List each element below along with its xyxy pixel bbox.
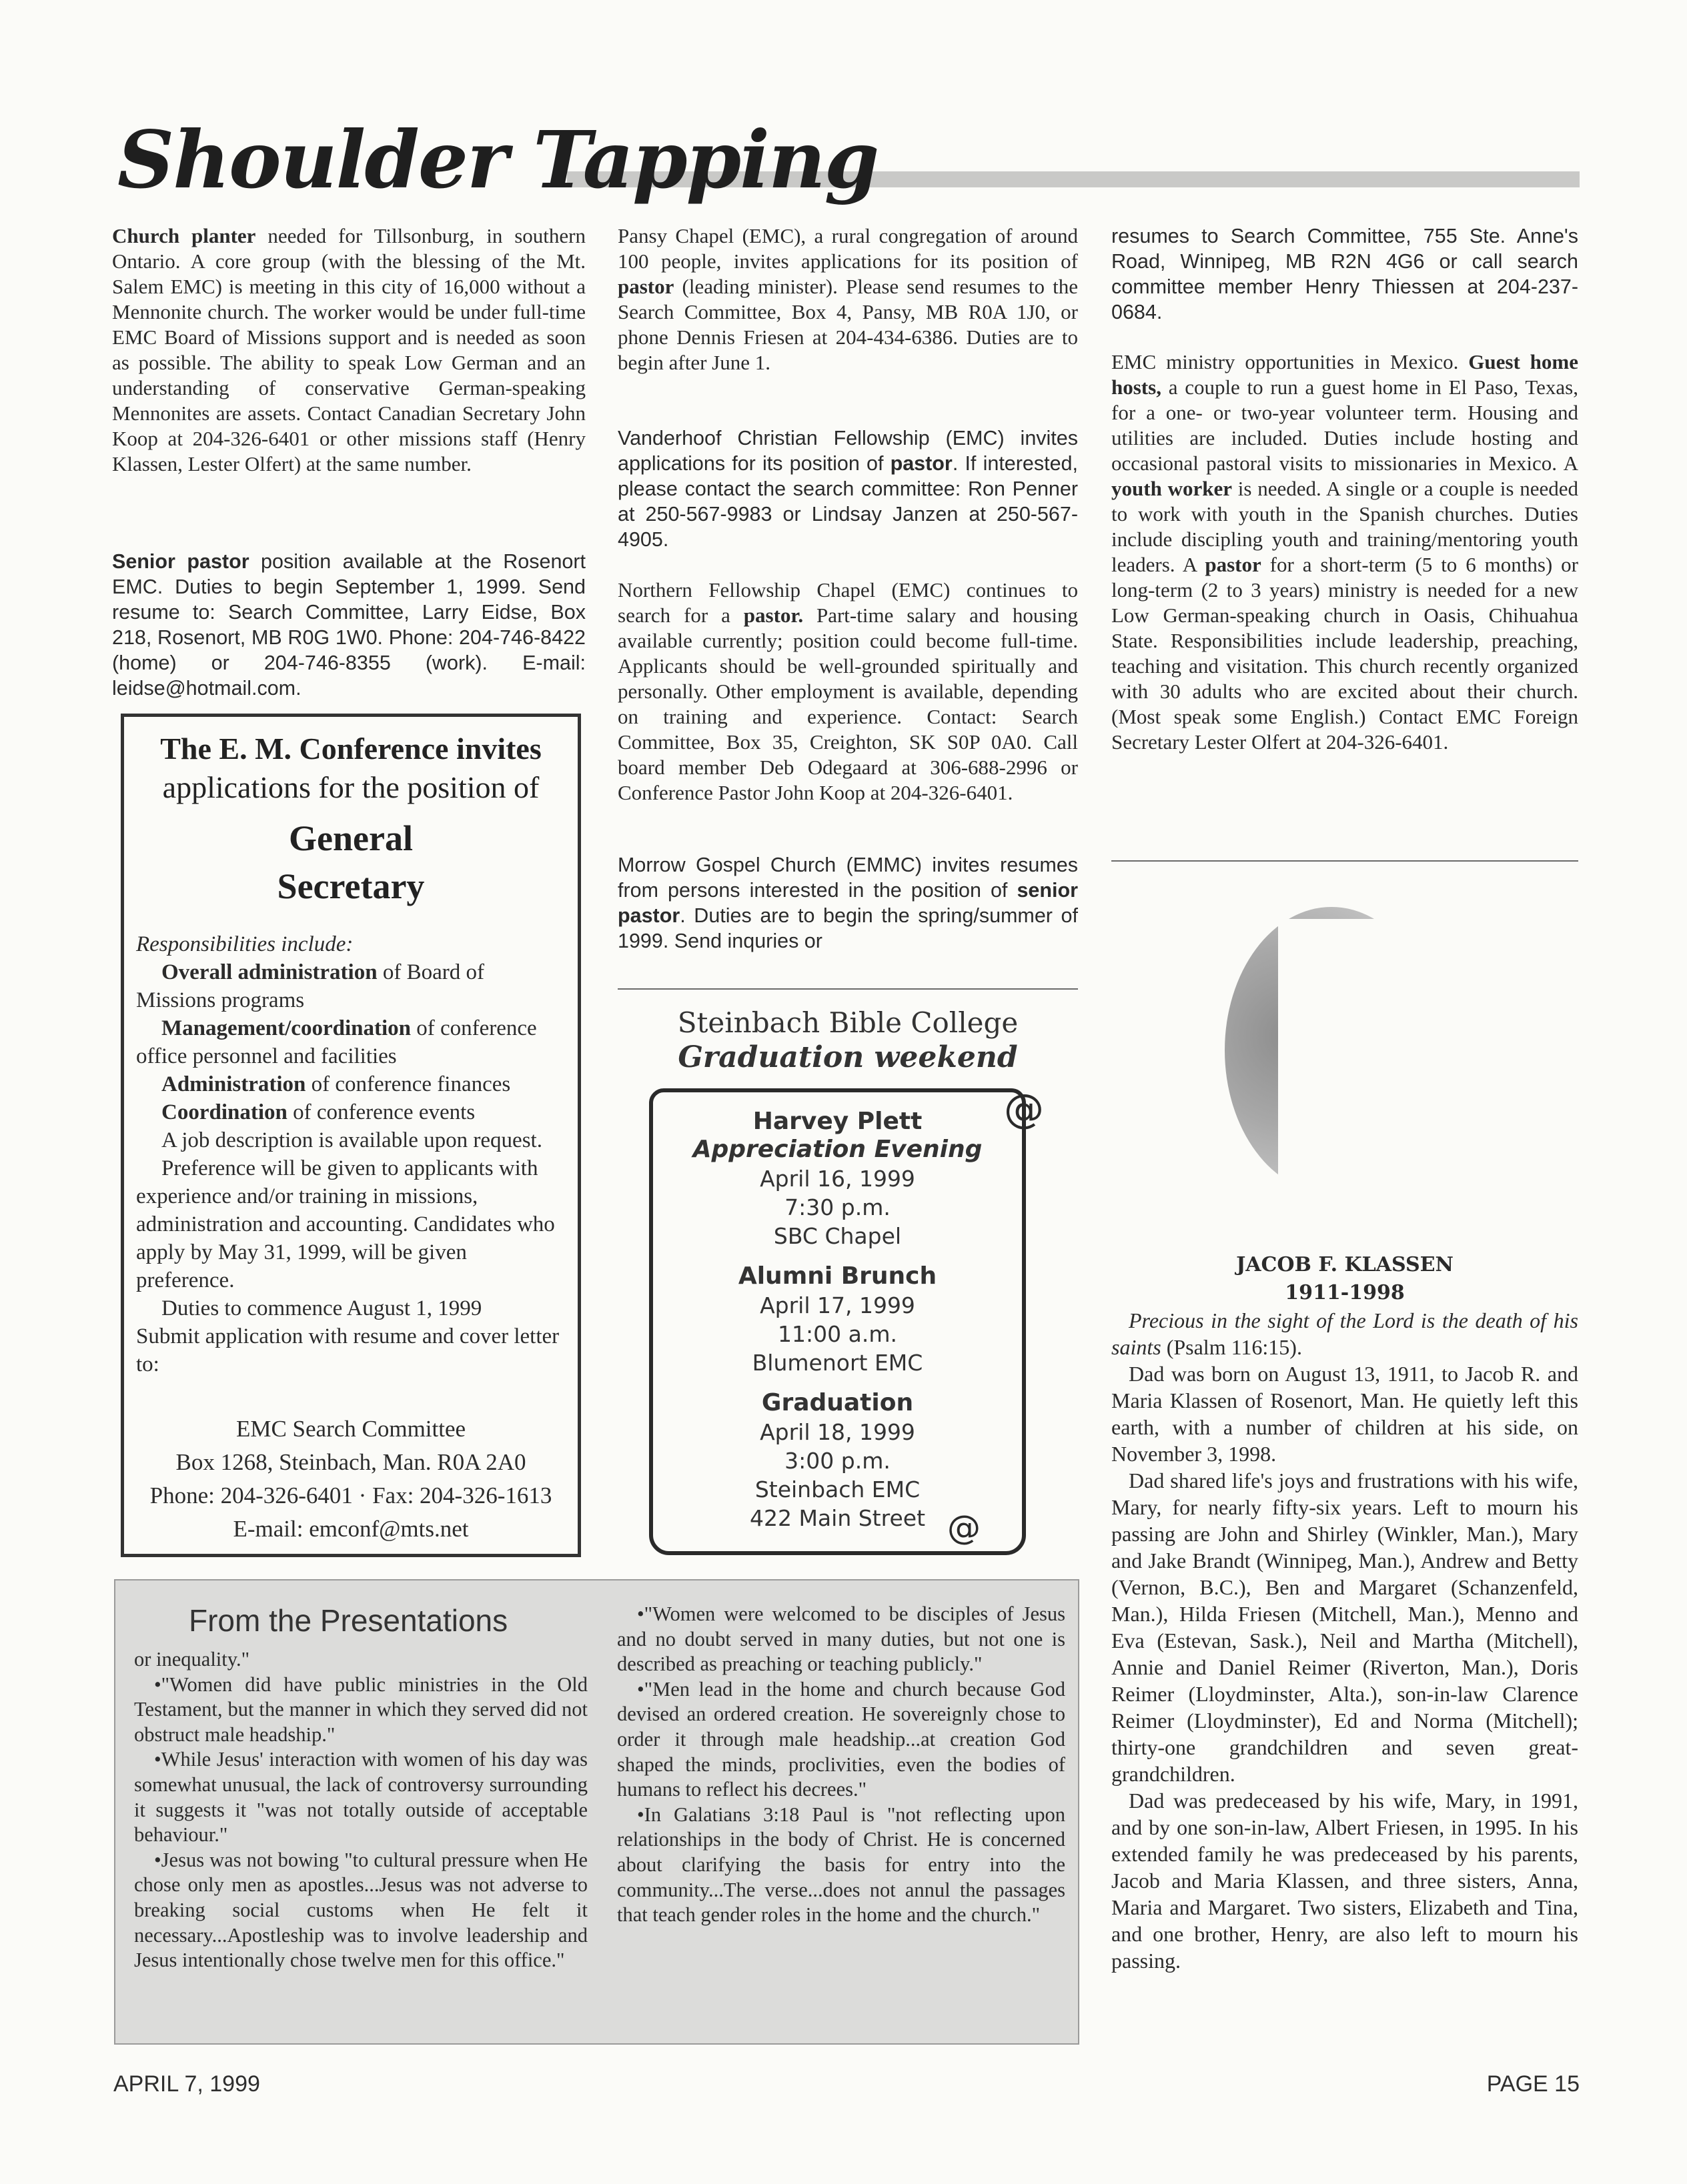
footer-date: APRIL 7, 1999 (113, 2071, 260, 2097)
presentations-box (114, 1579, 1079, 2045)
mexico-bold-3: pastor (1205, 553, 1261, 576)
column-divider (618, 988, 1078, 990)
obituary-years: 1911-1998 (1285, 1281, 1405, 1304)
address-line-3: Phone: 204-326-6401 · Fax: 204-326-1613 (149, 1482, 552, 1508)
scroll-curl-top-icon: @ (1004, 1086, 1044, 1132)
presentations-title: From the Presentations (189, 1603, 508, 1638)
event-3-date: April 18, 1999 (760, 1419, 915, 1445)
address-line-2: Box 1268, Steinbach, Man. R0A 2A0 (175, 1449, 526, 1475)
resp-item-2-bold: Management/coordination (161, 1016, 411, 1040)
mexico-text-3: for a short-term (5 to 6 months) or long-term (2 to 3 years) ministry is needed for a new Low German-speaking church in Oasis, Chihuahua State. Responsibilities include leadership, preaching, teaching and visitation. This church recently organized with 30 adults who are excited about their church. (Most speak some English.) Contact EMC Foreign Secretary Lester Olfert at 204-326-6401. (1111, 553, 1578, 754)
job-headline-2: applications for the position of (162, 770, 540, 804)
church-planter-ad (112, 223, 586, 477)
obituary-verse-ref: (Psalm 116:15). (1161, 1335, 1302, 1359)
senior-pastor-ad (112, 549, 586, 701)
resp-item-4 (136, 1098, 563, 1126)
morrow-gospel-ad (618, 852, 1078, 954)
presentation-line-6: •"Men lead in the home and church because God devised an ordered creation. He sovereignly chose to order it through male headship...at creation God shaped the minds, proclivities, even the bodies of humans to reflect his decrees." (617, 1677, 1065, 1801)
graduation-scroll (649, 1088, 1026, 1555)
footer-page-number: PAGE 15 (1486, 2071, 1580, 2097)
event-1-title: Harvey Plett (752, 1108, 923, 1135)
vanderhoof-text-rest: . If interested, please contact the search committee: Ron Penner at 250-567-9983 or Lindsay Janzen at 250-567-4905. (618, 452, 1078, 551)
event-2-place: Blumenort EMC (752, 1350, 923, 1376)
obituary-verse (1111, 1307, 1578, 1360)
senior-pastor-lead: Senior pastor (112, 550, 249, 573)
resp-item-4-bold: Coordination (161, 1100, 288, 1124)
vanderhoof-text: Vanderhoof Christian Fellowship (EMC) invites applications for its position of (618, 427, 1078, 475)
resp-item-3-bold: Administration (161, 1072, 306, 1096)
address-line-4: E-mail: emconf@mts.net (233, 1516, 469, 1542)
morrow-text-rest: . Duties are to begin the spring/summer of 1999. Send inquries or (618, 904, 1078, 952)
pansy-bold: pastor (618, 275, 674, 298)
obituary-paragraph-3: Dad was predeceased by his wife, Mary, in 1991, and by one son-in-law, Albert Friesen, in 1995. In his extended family he was predeceased by his parents, Jacob and Maria Klassen, and three sisters, Anna, Maria and Margaret. Two sisters, Elizabeth and Tina, and one brother, Henry, are also left to mourn his passing. (1111, 1789, 1578, 1973)
pansy-text: Pansy Chapel (EMC), a rural congregation of around 100 people, invites applications for its position of (618, 224, 1078, 273)
mexico-intro: EMC ministry opportunities in Mexico. (1111, 350, 1469, 373)
scroll-curl-bottom-icon: @ (947, 1508, 981, 1547)
northern-text: Northern Fellowship Chapel (EMC) continues to search for a (618, 578, 1078, 627)
duties-note: Duties to commence August 1, 1999 (161, 1296, 482, 1320)
section-title: Shoulder Tapping (117, 113, 879, 206)
obituary-name: JACOB F. KLASSEN (1236, 1253, 1454, 1276)
presentation-line-7: •In Galatians 3:18 Paul is "not reflecting upon relationships in the body of Christ. He is concerned about clarifying the basis for entry into the community...The verse...does not annul the passages that teach gender roles in the home and the church." (617, 1803, 1065, 1927)
resp-item-1 (136, 958, 563, 1014)
event-3-title: Graduation (761, 1389, 914, 1416)
submit-note: Submit application with resume and cover letter to: (136, 1324, 560, 1376)
job-headline-1: The E. M. Conference invites (160, 732, 542, 766)
event-1-time: 7:30 p.m. (784, 1194, 891, 1220)
responsibilities-heading: Responsibilities include: (136, 932, 354, 956)
pansy-chapel-ad (618, 223, 1078, 375)
obituary-paragraph-1: Dad was born on August 13, 1911, to Jacob R. and Maria Klassen of Rosenort, Man. He quietly left this earth, with a number of children at his side, on November 3, 1998. (1111, 1362, 1578, 1466)
mexico-bold-2: youth worker (1111, 477, 1232, 500)
job-address-block (124, 1412, 578, 1546)
general-secretary-ad (121, 714, 581, 1557)
mexico-text-2: is needed. A single or a couple is needed to work with youth in the Spanish churches. Duties include discipling youth and training/mentoring youth leaders. A (1111, 477, 1578, 576)
presentations-right-column (617, 1602, 1065, 1928)
preference-note: Preference will be given to applicants with experience and/or training in missions, administration and accounting. Candidates who apply by May 31, 1999, will be given preference. (136, 1156, 555, 1292)
vanderhoof-ad (618, 425, 1078, 552)
presentation-line-5: •"Women were welcomed to be disciples of Jesus and no doubt served in many duties, but not one is described as preaching or teaching publicly." (617, 1602, 1065, 1676)
presentation-line-1: or inequality." (134, 1648, 250, 1671)
event-2-title: Alumni Brunch (738, 1262, 937, 1290)
resp-item-3-text: of conference finances (306, 1072, 511, 1096)
event-2-date: April 17, 1999 (760, 1292, 915, 1318)
morrow-bold: senior pastor (618, 879, 1078, 927)
obituary-divider (1111, 860, 1578, 862)
obituary-verse-text: Precious in the sight of the Lord is the death of his saints (1111, 1308, 1578, 1359)
event-3-address: 422 Main Street (749, 1505, 926, 1531)
event-2-time: 11:00 a.m. (778, 1321, 897, 1347)
resp-item-4-text: of conference events (287, 1100, 476, 1124)
pansy-text-rest: (leading minister). Please send resumes to the Search Committee, Box 4, Pansy, MB R0A 1J0, or phone Dennis Friesen at 204-434-6386. Duties are to begin after June 1. (618, 275, 1078, 374)
northern-bold: pastor. (743, 604, 804, 627)
resumes-continued: resumes to Search Committee, 755 Ste. Anne's Road, Winnipeg, MB R2N 4G6 or call search committee member Henry Thiessen at 204-237-0684. (1111, 225, 1578, 323)
mexico-text-1: a couple to run a guest home in El Paso, Texas, for a one- or two-year volunteer term. Housing and utilities are included. Duties include hosting and occasional pastoral visits to missionaries in Mexico. A (1111, 375, 1578, 475)
address-line-1: EMC Search Committee (235, 1416, 466, 1442)
resp-item-1-bold: Overall administration (161, 960, 378, 984)
event-1-place: SBC Chapel (773, 1223, 902, 1249)
presentation-line-4: •Jesus was not bowing "to cultural pressure when He chose only men as apostles...Jesus was not adverse to breaking social customs when He felt it necessary...Apostleship was to involve leadership and Jesus intentionally chose twelve men for this office." (134, 1848, 588, 1972)
event-1-date: April 16, 1999 (760, 1166, 915, 1192)
presentation-line-3: •While Jesus' interaction with women of his day was somewhat unusual, the lack of controversy surrounding it suggests it "was not totally outside of acceptable behaviour." (134, 1748, 588, 1847)
obituary-text (1111, 1307, 1578, 1974)
job-position-2: Secretary (277, 866, 425, 906)
resp-item-1-text: of Board of Missions programs (136, 960, 484, 1012)
job-description-note: A job description is available upon request. (161, 1128, 542, 1152)
event-1-subtitle: Appreciation Evening (692, 1136, 983, 1163)
resp-item-2 (136, 1014, 563, 1070)
church-planter-lead: Church planter (112, 224, 256, 247)
presentation-line-2: •"Women did have public ministries in the Old Testament, but the manner in which they served did not obstruct male headship." (134, 1673, 588, 1746)
event-3-place: Steinbach EMC (754, 1476, 921, 1502)
vanderhoof-bold: pastor (890, 452, 953, 475)
obituary-paragraph-2: Dad shared life's joys and frustrations with his wife, Mary, for nearly fifty-six years. Left to mourn his passing are John and Shirley (Winkler, Man.), Mary and Jake Brandt (Winnipeg, Man.), Andrew and Betty (Vernon, B.C.), Ben and Margaret (Schanzenfeld, Man.), Hilda Friesen (Mitchell, Man.), Menno and Eva (Estevan, Sask.), Neil and Martha (Mitchell), Annie and Daniel Reimer (Riverton, Man.), Doris Reimer (Lloydminster, Alta.), son-in-law Clarence Reimer (Lloydminster), Ed and Norma (Mitchell); thirty-one grandchildren and seven great-grandchildren. (1111, 1468, 1578, 1786)
resp-item-3 (136, 1070, 563, 1098)
church-planter-text: needed for Tillsonburg, in southern Ontario. A core group (with the blessing of the Mt. Salem EMC) is meeting in this city of 16,000 without a Mennonite church. The worker would be under full-time EMC Board of Missions support and is needed as soon as possible. The ability to speak Low German and an understanding of conservative German-speaking Mennonites are assets. Contact Canadian Secretary John Koop at 204-326-6401 or other missions staff (Henry Klassen, Lester Olfert) at the same number. (112, 224, 586, 475)
mexico-bold-1: Guest home hosts, (1111, 350, 1579, 399)
resp-item-2-text: of conference office personnel and facilities (136, 1016, 537, 1068)
sbc-subtitle: Graduation weekend (678, 1040, 1018, 1074)
job-position-1: General (289, 818, 413, 858)
northern-fellowship-ad (618, 578, 1078, 806)
northern-text-rest: Part-time salary and housing available currently; position could become full-time. Applicants should be well-grounded spiritually and personally. Other employment is available, depending on training and experience. Contact: Search Committee, Box 35, Creighton, SK S0P 0A0. Call board member Deb Odegaard at 306-688-2996 or Conference Pastor John Koop at 204-326-6401. (618, 604, 1078, 804)
presentations-left-column (134, 1647, 588, 1973)
morrow-text: Morrow Gospel Church (EMMC) invites resumes from persons interested in the position of (618, 854, 1078, 902)
job-responsibilities (136, 930, 563, 1378)
event-3-time: 3:00 p.m. (784, 1448, 891, 1474)
mexico-opportunities-ad (1111, 349, 1578, 755)
sbc-title: Steinbach Bible College (677, 1006, 1019, 1039)
senior-pastor-text: position available at the Rosenort EMC. Duties to begin September 1, 1999. Send resume to: Search Committee, Larry Eidse, Box 218, Rosenort, MB R0G 1W0. Phone: 204-746-8422 (home) or 204-746-8355 (work). E-mail: leidse@hotmail.com. (112, 550, 586, 700)
photo-mask (1278, 919, 1445, 1212)
